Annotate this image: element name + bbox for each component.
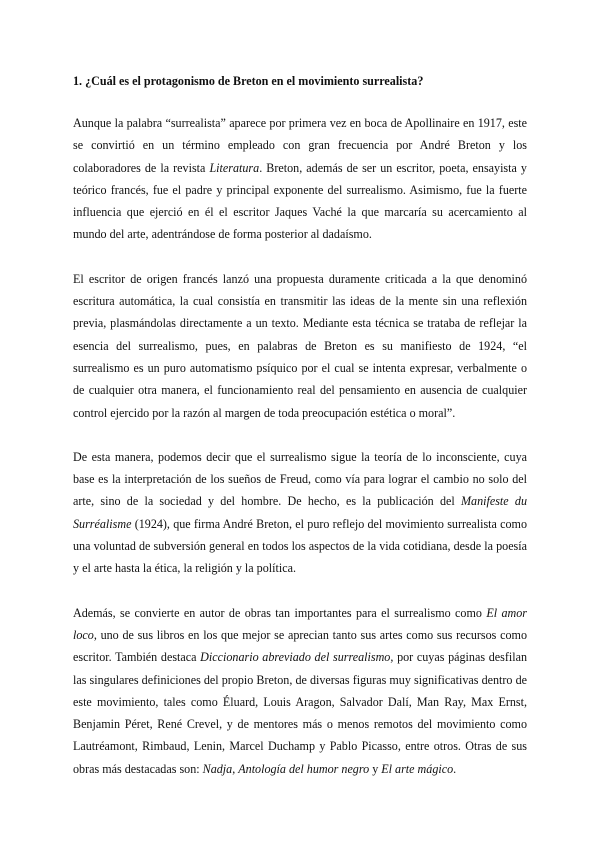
p4-italic-el-amor-loco: El amor loco xyxy=(73,605,527,642)
p4-text-f: . xyxy=(453,761,457,776)
p4-italic-nadja: Nadja xyxy=(202,761,233,776)
p4-text-a: Además, se convierte en autor de obras tan importantes para el surrealismo como xyxy=(73,605,487,620)
p3-italic-manifeste: Manifeste du Surréalisme xyxy=(73,494,527,531)
p1-text-a: Aunque la palabra “surrealista” aparece por primera vez en boca de Apollinaire en 1917, este se convirtió en un término empleado con gran frecuencia por André Breton y los colaboradores de la revista xyxy=(73,116,527,175)
p1-text-b: . Breton, además de ser un escritor, poeta, ensayista y teórico francés, fue el padre y principal exponente del surrealismo. Asimismo, fue la fuerte influencia que ejerció en él el escritor Jaques Vaché la que marcaría su acercamiento al mundo del arte, adentrándose de forma posterior al dadaísmo. xyxy=(73,160,527,242)
p1-italic-literatura: Literatura xyxy=(209,160,260,175)
p4-text-d: , xyxy=(232,761,239,776)
p4-italic-arte-magico: El arte mágico xyxy=(381,761,454,776)
paragraph-1 xyxy=(73,112,527,246)
p4-text-b: , uno de sus libros en los que mejor se aprecian tanto sus artes como sus recursos como escritor. También destaca xyxy=(73,627,527,665)
p3-text-a: De esta manera, podemos decir que el surrealismo sigue la teoría de lo inconsciente, cuya base es la interpretación de los sueños de Freud, como vía para lograr el cambio no solo del arte, sino de la sociedad y del hombre. De hecho, es la publicación del xyxy=(73,449,527,509)
paragraph-2 xyxy=(73,268,527,424)
paragraph-3 xyxy=(73,446,527,580)
p4-text-c: por cuyas páginas desfilan las singulares definiciones del propio Breton, de diversas figuras muy significativas dentro de este movimiento, tales como Éluard, Louis Aragon, Salvador Dalí, Man Ray, Max Ernst, Benjamin Péret, René Crevel, y de mentores más o menos remotos del movimiento como Lautréamont, Rimbaud, Lenin, Marcel Duchamp y Pablo Picasso, entre otros. Otras de sus obras más destacadas son: xyxy=(73,650,527,776)
question-heading: 1. ¿Cuál es el protagonismo de Breton en el movimiento surrealista? xyxy=(73,74,424,88)
p4-italic-antologia: Antología del humor negro xyxy=(238,761,370,776)
p3-text-b: (1924), que firma André Breton, el puro reflejo del movimiento surrealista como una voluntad de subversión general en todos los aspectos de la vida cotidiana, desde la poesía y el arte hasta la ética, la religión y la política. xyxy=(73,516,527,576)
paragraph-4 xyxy=(73,602,527,780)
document-page xyxy=(73,70,527,802)
p4-italic-diccionario: Diccionario abreviado del surrealismo, xyxy=(200,650,394,665)
p4-text-e: y xyxy=(369,761,382,776)
p2-text-a: El escritor de origen francés lanzó una propuesta duramente criticada a la que denominó escritura automática, la cual consistía en transmitir las ideas de la mente sin una reflexión previa, plasmándolas directamente a un texto. Mediante esta técnica se trataba de reflejar la esencia del surrealismo, pues, en palabras de Breton es su manifiesto de 1924, “el surrealismo es un puro automatismo psíquico por el cual se intenta expresar, verbalmente o de cualquier otra manera, el funcionamiento real del pensamiento en ausencia de cualquier control ejercido por la razón al margen de toda preocupación estética o moral”. xyxy=(73,271,527,420)
